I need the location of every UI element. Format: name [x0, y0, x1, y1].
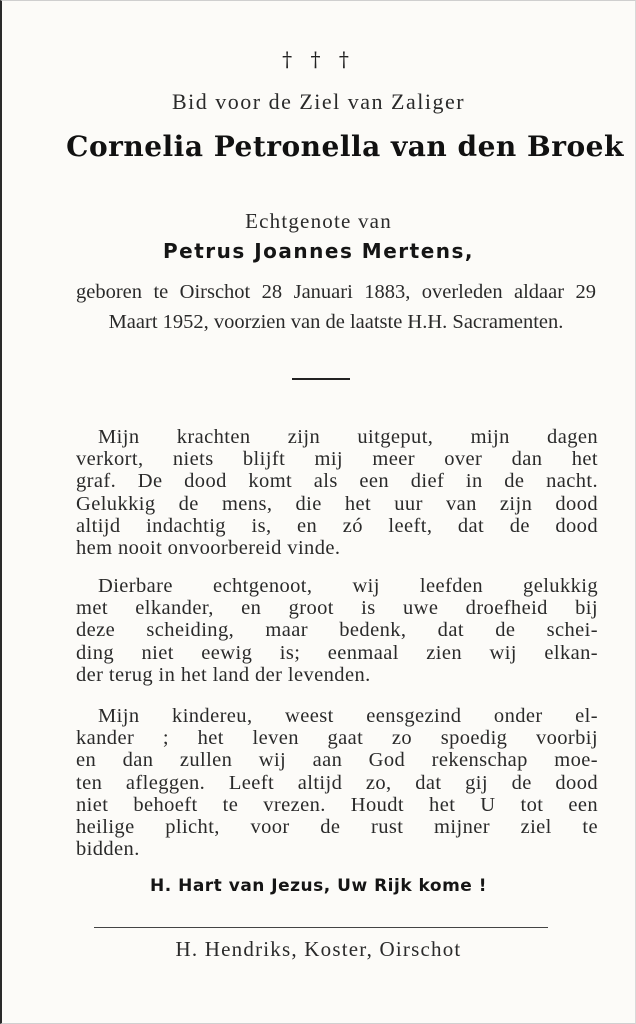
paragraph-1	[76, 426, 598, 559]
paragraph-line: ding niet eewig is; eenmaal zien wij elkan-	[76, 641, 598, 664]
spouse-label: Echtgenote van	[245, 209, 392, 233]
printer-credit: H. Hendriks, Koster, Oirschot	[175, 937, 462, 961]
paragraph-line: en dan zullen wij aan God rekenschap moe-	[76, 749, 598, 772]
prayer-intro: Bid voor de Ziel van Zaliger	[171, 89, 466, 114]
top-divider	[292, 378, 350, 380]
spouse-name: Petrus Joannes Mertens,	[162, 239, 475, 263]
paragraph-3	[76, 705, 598, 860]
paragraph-line: Mijn krachten zijn uitgeput, mijn dagen	[98, 426, 598, 448]
birth-death-text: geboren te Oirschot 28 Januari 1883, overleden aldaar 29 Maart 1952, voorzien van de laatste H.H. Sacramenten.	[76, 281, 596, 333]
paragraph-line: niet behoeft te vrezen. Houdt het U tot een	[76, 793, 598, 816]
paragraph-line: Mijn kindereu, weest eensgezind onder el-	[98, 705, 598, 727]
paragraph-line: hem nooit onvoorbereid vinde.	[76, 537, 341, 560]
paragraph-line: graf. De dood komt als een dief in de nacht.	[76, 470, 598, 493]
paragraph-line: verkort, niets blijft mij meer over dan het	[76, 448, 598, 471]
paragraph-line: ten afleggen. Leeft altijd zo, dat gij de dood	[76, 771, 598, 794]
crosses-ornament: † † †	[282, 47, 355, 71]
paragraph-line: deze scheiding, maar bedenk, dat de schei-	[76, 619, 598, 642]
paragraph-line: met elkander, en groot is uwe droefheid bij	[76, 597, 598, 620]
paragraph-line: der terug in het land der levenden.	[76, 663, 371, 686]
paragraph-line: kander ; het leven gaat zo spoedig voorbij	[76, 727, 598, 750]
bottom-divider	[94, 927, 548, 928]
paragraph-line: Dierbare echtgenoot, wij leefden gelukkig	[98, 575, 598, 597]
paragraph-line: heilige plicht, voor de rust mijner ziel te	[76, 816, 598, 839]
paragraph-line: altijd indachtig is, en zó leeft, dat de dood	[76, 514, 598, 537]
paragraph-2	[76, 575, 598, 686]
paragraph-line: Gelukkig de mens, die het uur van zijn dood	[76, 492, 598, 515]
motto: H. Hart van Jezus, Uw Rijk kome !	[150, 876, 487, 896]
paragraph-line: bidden.	[76, 838, 140, 861]
deceased-name: Cornelia Petronella van den Broek	[66, 130, 624, 163]
